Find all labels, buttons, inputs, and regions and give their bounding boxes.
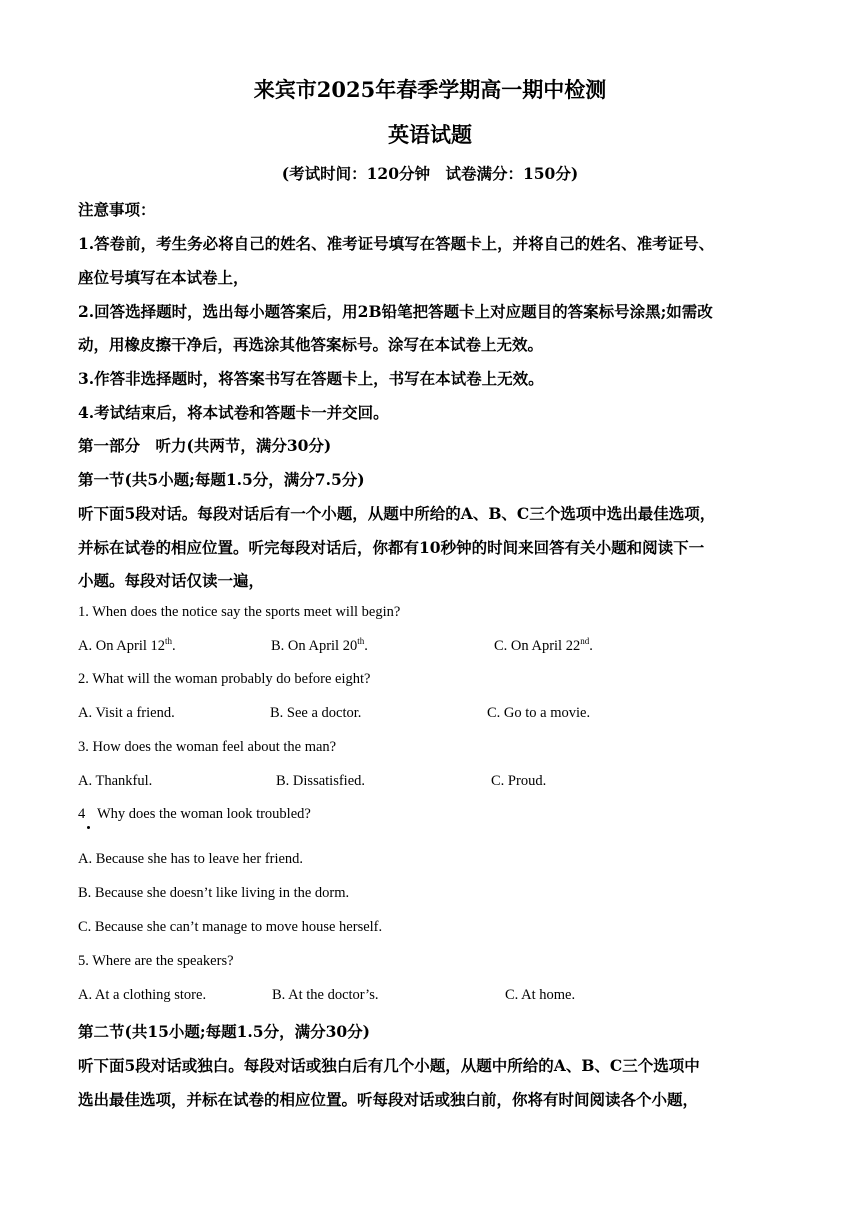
option: B. On April 20th. bbox=[271, 636, 368, 654]
option: C. Proud. bbox=[491, 773, 547, 789]
question-number: 4 bbox=[78, 806, 86, 822]
option: B. Because she doesn’t like living in the dorm. bbox=[78, 885, 350, 901]
notes-line: 座位号填写在本试卷上， bbox=[78, 268, 249, 287]
option: B. See a doctor. bbox=[270, 705, 362, 721]
section1-instruction: 并标在试卷的相应位置。听完每段对话后，你都有10秒钟的时间来回答有关小题和阅读下一 bbox=[78, 538, 705, 557]
section2-heading: 第二节(共15小题;每题1.5分，满分30分) bbox=[78, 1022, 370, 1041]
option: C. At home. bbox=[505, 987, 576, 1003]
option: C. Because she can’t manage to move house herself. bbox=[78, 919, 383, 935]
section2-instruction: 听下面5段对话或独白。每段对话或独白后有几个小题，从题中所给的A、B、C三个选项中 bbox=[78, 1056, 700, 1075]
exam-title: 来宾市2025年春季学期高一期中检测 bbox=[253, 77, 607, 102]
question-stem: 1. When does the notice say the sports meet will begin? bbox=[78, 604, 401, 620]
exam-info: (考试时间：120分钟 试卷满分：150分) bbox=[281, 164, 579, 183]
option: B. Dissatisfied. bbox=[276, 773, 366, 789]
option: A. Thankful. bbox=[78, 773, 153, 789]
notes-line: 2.回答选择题时，选出每小题答案后，用2B铅笔把答题卡上对应题目的答案标号涂黑;如需改 bbox=[78, 302, 713, 321]
question-stem: Why does the woman look troubled? bbox=[97, 806, 311, 822]
notes-line: 动，用橡皮擦干净后，再选涂其他答案标号。涂写在本试卷上无效。 bbox=[78, 335, 544, 354]
part1-heading: 第一部分 听力(共两节，满分30分) bbox=[78, 436, 332, 455]
notes-line: 3.作答非选择题时，将答案书写在答题卡上，书写在本试卷上无效。 bbox=[78, 369, 544, 388]
number-dot bbox=[87, 826, 90, 829]
section2-instruction: 选出最佳选项，并标在试卷的相应位置。听每段对话或独白前，你将有时间阅读各个小题， bbox=[78, 1090, 699, 1109]
notes-line: 4.考试结束后，将本试卷和答题卡一并交回。 bbox=[78, 403, 389, 422]
option: A. At a clothing store. bbox=[78, 987, 207, 1003]
option: A. Visit a friend. bbox=[78, 705, 175, 721]
option: A. Because she has to leave her friend. bbox=[78, 851, 304, 867]
section1-instruction: 听下面5段对话。每段对话后有一个小题，从题中所给的A、B、C三个选项中选出最佳选项， bbox=[78, 504, 716, 523]
option: B. At the doctor’s. bbox=[272, 987, 379, 1003]
notes-line: 1.答卷前，考生务必将自己的姓名、准考证号填写在答题卡上，并将自己的姓名、准考证号、 bbox=[78, 234, 715, 253]
notes-heading: 注意事项： bbox=[78, 200, 156, 219]
section1-heading: 第一节(共5小题;每题1.5分，满分7.5分) bbox=[78, 470, 365, 489]
question-stem: 5. Where are the speakers? bbox=[78, 953, 234, 969]
option: C. Go to a movie. bbox=[487, 705, 591, 721]
exam-subtitle: 英语试题 bbox=[388, 122, 472, 147]
option: A. On April 12th. bbox=[78, 636, 176, 654]
section1-instruction: 小题。每段对话仅读一遍， bbox=[78, 571, 265, 590]
question-stem: 3. How does the woman feel about the man? bbox=[78, 739, 337, 755]
option: C. On April 22nd. bbox=[494, 636, 593, 654]
question-stem: 2. What will the woman probably do before eight? bbox=[78, 671, 371, 687]
